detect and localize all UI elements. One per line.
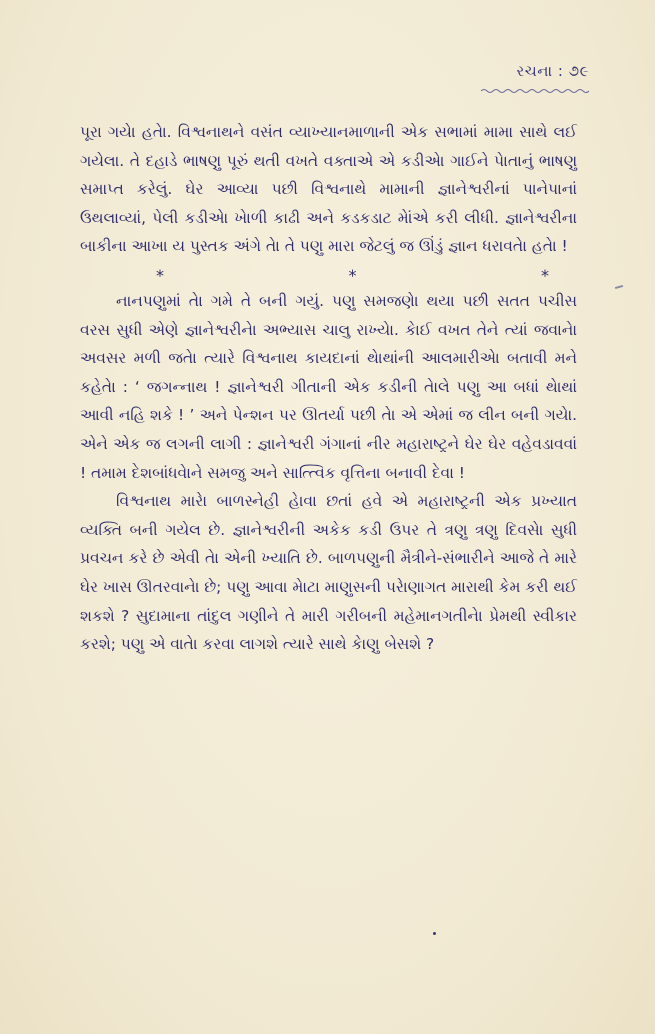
- page-header: [481, 62, 589, 99]
- divider-star: *: [348, 265, 357, 285]
- header-title: રચના : ૭૯: [516, 62, 589, 80]
- ink-dot: [433, 932, 436, 935]
- divider-star: *: [156, 265, 164, 285]
- paragraph-2: નાનપણુમાં તેા ગમે તે બની ગયું. પણુ સમજણેા થયા પછી સતત પચીસ વરસ સુધી એણે જ્ઞાનેશ્વરીનેા અભ્યાસ ચાલુ રાખ્યેા. કેાઈ વખત તેને ત્યાં જવાનેા અવસર મળી જતેા ત્યારે વિશ્વનાથ કાયદાનાં થેાથાંની આલમારીએા બતાવી મને કહેતેા : ‘ જગન્નાથ ! જ્ઞાનેશ્વરી ગીતાની એક કડીની તેાલે પણુ આ બધાં થેાથાં આવી નહિ શકે ! ’ અને પેન્શન પર ઊતર્યા પછી તેા એ એમાં જ લીન બની ગયેા. એને એક જ લગની લાગી : જ્ઞાનેશ્વરી ગંગાનાં નીર મહારાષ્ટ્રને ઘેર ઘેર વહેવડાવવાં ! તમામ દેશબાંધવેાને સમજુ અને સાત્ત્વિક વૃત્તિના બનાવી દેવા !: [80, 291, 577, 482]
- divider-star: *: [541, 265, 549, 285]
- paragraph-3: વિશ્વનાથ મારેા બાળસ્નેહી હેાવા છતાં હવે એ મહારાષ્ટ્રની એક પ્રખ્યાત વ્યક્તિ બની ગયેલ છે. જ્ઞાનેશ્વરીની અકેક કડી ઉપર તે ત્રણુ ત્રણુ દિવસેા સુધી પ્રવચન કરે છે એવી તેા એની ખ્યાતિ છે. બાળપણુની મૈત્રીને-સંભારીને આજે તે મારે ઘેર ખાસ ઊતરવાનેા છે; પણુ આવા મેાટા માણુસની પરેાણાગત મારાથી કેમ કરી થઈ શકશે ? સુદામાના તાંદુલ ગણીને તે મારી ગરીબની મહેમાનગતીનેા પ્રેમથી સ્વીકાર કરશે; પણુ એ વાતેા કરવા લાગશે ત્યારે સાથે કેાણુ બેસશે ?: [80, 492, 578, 654]
- paper-speck: [615, 285, 623, 289]
- paragraph-1: પૂરા ગયેા હતેા. વિશ્વનાથને વસંત વ્યાખ્યાનમાળાની એક સભામાં મામા સાથે લઈ ગયેલા. તે દહાડે ભાષણુ પૂરું થતી વખતે વક્તાએ એ કડીએા ગાઈને પેાતાનું ભાષણુ સમાપ્ત કરેલું. ઘેર આવ્યા પછી વિશ્વનાથે મામાની જ્ઞાનેશ્વરીનાં પાનેપાનાં ઉથલાવ્યાં, પેલી કડીએા ખેાળી કાઢી અને કડકડાટ મેાંએ કરી લીધી. જ્ઞાનેશ્વરીના બાકીના આખા ય પુસ્તક અંગે તેા તે પણુ મારા જેટલું જ ઊંડું જ્ઞાન ધરાવતેા હતેા !: [80, 123, 577, 256]
- section-divider: [80, 261, 577, 287]
- page-body: [80, 118, 577, 659]
- header-wavy-underline: [481, 87, 589, 95]
